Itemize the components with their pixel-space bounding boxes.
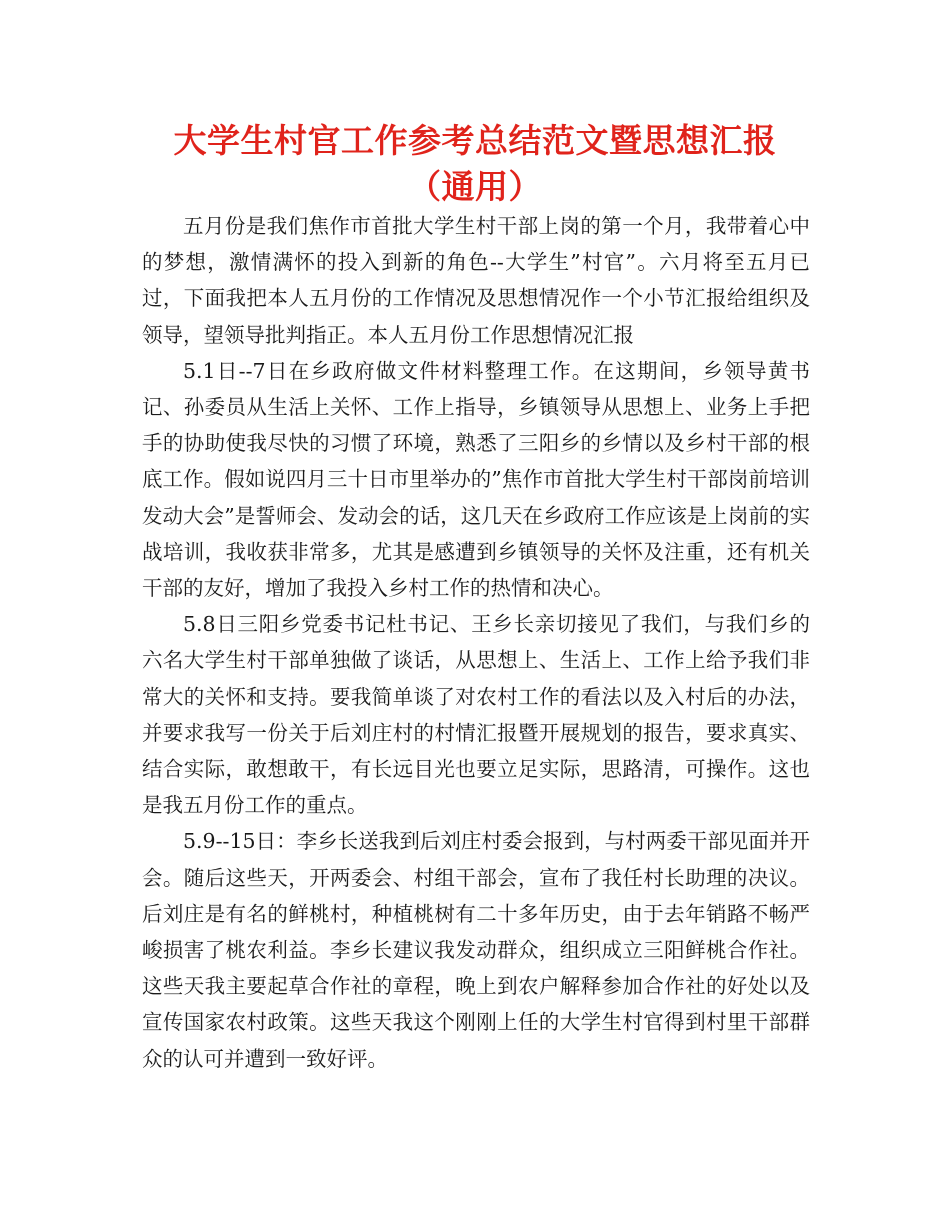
paragraph-may-9-15: 5.9--15日：李乡长送我到后刘庄村委会报到，与村两委干部见面并开会。随后这些天，开两委会、村组干部会，宣布了我任村长助理的决议。后刘庄是有名的鲜桃村，种植桃树有二十多年历史，由于去年销路不畅严峻损害了桃农利益。李乡长建议我发动群众，组织成立三阳鲜桃合作社。这些天我主要起草合作社的章程，晚上到农户解释参加合作社的好处以及宣传国家农村政策。这些天我这个刚刚上任的大学生村官得到村里干部群众的认可并遭到一致好评。 [142,829,810,1071]
document-title: 大学生村官工作参考总结范文暨思想汇报（通用） [173,121,777,206]
paragraph-may-1-7: 5.1日--7日在乡政府做文件材料整理工作。在这期间，乡领导黄书记、孙委员从生活上关怀、工作上指导，乡镇领导从思想上、业务上手把手的协助使我尽快的习惯了环境，熟悉了三阳乡的乡情以及乡村干部的根底工作。假如说四月三十日市里举办的”焦作市首批大学生村干部岗前培训发动大会”是誓师会、发动会的话，这几天在乡政府工作应该是上岗前的实战培训，我收获非常多，尤其是感遭到乡镇领导的关怀及注重，还有机关干部的友好，增加了我投入乡村工作的热情和决心。 [142,358,810,601]
paragraph-may-8: 5.8日三阳乡党委书记杜书记、王乡长亲切接见了我们，与我们乡的六名大学生村干部单独做了谈话，从思想上、生活上、工作上给予我们非常大的关怀和支持。要我简单谈了对农村工作的看法以及入村后的办法，并要求我写一份关于后刘庄村的村情汇报暨开展规划的报告，要求真实、结合实际，敢想敢干，有长远目光也要立足实际，思路清，可操作。这也是我五月份工作的重点。 [142,612,810,818]
document-body [142,208,810,1077]
paragraph-intro: 五月份是我们焦作市首批大学生村干部上岗的第一个月，我带着心中的梦想，激情满怀的投入到新的角色--大学生”村官”。六月将至五月已过，下面我把本人五月份的工作情况及思想情况作一个小节汇报给组织及领导，望领导批判指正。本人五月份工作思想情况汇报 [142,214,810,347]
